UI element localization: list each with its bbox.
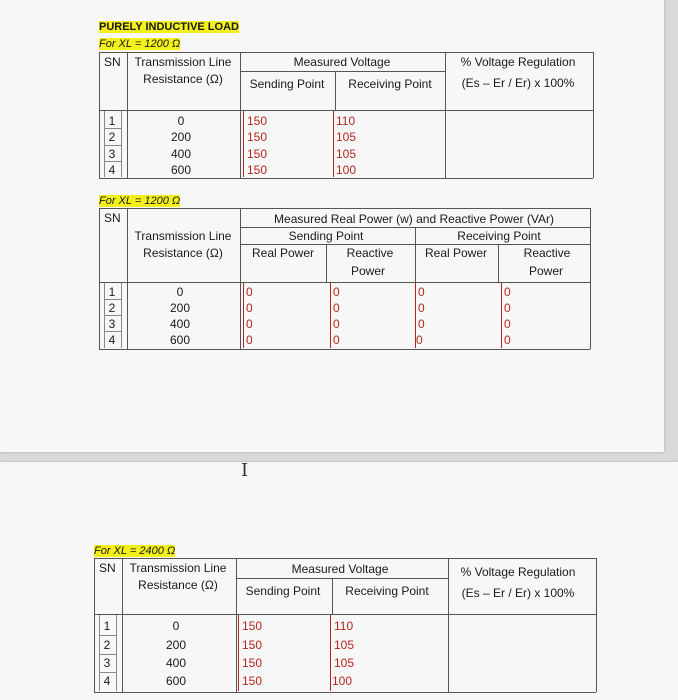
table-row-receiving-real: 0 — [418, 301, 425, 315]
table-row-resistance: 0 — [176, 285, 184, 299]
table-row-receiving: 105 — [336, 130, 357, 144]
receiving-point-header: Receiving Point — [345, 584, 429, 598]
table-3-condition: For XL = 2400 Ω — [94, 545, 176, 557]
table-row-sending: 150 — [242, 619, 263, 633]
sending-reactive-header-line1: Reactive — [346, 246, 394, 260]
table-row-receiving: 105 — [336, 147, 357, 161]
table-row-sending-real: 0 — [246, 285, 253, 299]
table-row-receiving-reactive: 0 — [504, 285, 511, 299]
table-row-receiving: 105 — [334, 656, 355, 670]
table-row-sn: 1 — [103, 619, 111, 633]
sending-point-header: Sending Point — [249, 77, 325, 91]
table-row-sending: 150 — [247, 130, 268, 144]
table-row-resistance: 600 — [165, 674, 187, 688]
table-row-resistance: 400 — [169, 317, 191, 331]
resistance-header-line2: Resistance (Ω) — [143, 246, 223, 260]
table-row-receiving: 110 — [336, 114, 356, 128]
table-row-sending: 150 — [247, 147, 268, 161]
regulation-header-line1: % Voltage Regulation — [460, 55, 576, 69]
table-row-receiving-reactive: 0 — [504, 333, 511, 347]
receiving-real-power-header: Real Power — [424, 246, 488, 260]
sn-header: SN — [99, 561, 116, 575]
table-row-sending: 150 — [242, 638, 263, 652]
measured-voltage-header: Measured Voltage — [293, 55, 391, 69]
regulation-header-line1: % Voltage Regulation — [460, 565, 576, 579]
section-heading: PURELY INDUCTIVE LOAD — [99, 21, 239, 33]
table-row-sn: 4 — [108, 333, 116, 347]
receiving-reactive-header-line2: Power — [528, 264, 564, 278]
measured-power-header: Measured Real Power (w) and Reactive Power (VAr) — [274, 212, 554, 226]
resistance-header-line2: Resistance (Ω) — [143, 72, 223, 86]
table-row-sn: 3 — [108, 147, 116, 161]
table-row-receiving-real: 0 — [418, 285, 425, 299]
table-row-receiving: 100 — [332, 674, 353, 688]
table-row-resistance: 400 — [170, 147, 192, 161]
resistance-header-line2: Resistance (Ω) — [138, 578, 218, 592]
table-row-sn: 4 — [108, 163, 116, 177]
table-row-receiving: 110 — [334, 619, 354, 633]
resistance-header-line1: Transmission Line — [129, 561, 227, 575]
table-row-resistance: 200 — [169, 301, 191, 315]
table-row-sending: 150 — [242, 656, 263, 670]
regulation-header-line2: (Es – Er / Er) x 100% — [461, 76, 575, 90]
table-row-sn: 1 — [108, 285, 116, 299]
table-row-sending-reactive: 0 — [333, 301, 340, 315]
table-row-sending-real: 0 — [246, 333, 253, 347]
table-row-sending-reactive: 0 — [333, 285, 340, 299]
sending-point-header: Sending Point — [245, 584, 321, 598]
sending-reactive-header-line2: Power — [350, 264, 386, 278]
sn-header: SN — [104, 55, 121, 69]
document-page-2 — [0, 462, 678, 700]
sn-header: SN — [104, 211, 121, 225]
receiving-point-header: Receiving Point — [348, 77, 432, 91]
table-row-resistance: 600 — [170, 163, 192, 177]
receiving-point-header: Receiving Point — [457, 229, 541, 243]
table-row-receiving-reactive: 0 — [504, 317, 511, 331]
table-row-sending-real: 0 — [246, 317, 253, 331]
table-row-resistance: 0 — [177, 114, 185, 128]
table-1-condition: For XL = 1200 Ω — [99, 38, 181, 50]
table-row-resistance: 0 — [172, 619, 180, 633]
table-row-sending-real: 0 — [246, 301, 253, 315]
resistance-header-line1: Transmission Line — [134, 55, 232, 69]
table-row-receiving: 100 — [336, 163, 357, 177]
resistance-header-line1: Transmission Line — [134, 229, 232, 243]
table-row-receiving-real: 0 — [416, 333, 423, 347]
table-row-resistance: 200 — [165, 638, 187, 652]
table-row-sending: 150 — [247, 114, 268, 128]
table-row-resistance: 200 — [170, 130, 192, 144]
table-row-receiving-reactive: 0 — [504, 301, 511, 315]
table-row-receiving-real: 0 — [418, 317, 425, 331]
measured-voltage-header: Measured Voltage — [291, 562, 389, 576]
sending-point-header: Sending Point — [288, 229, 364, 243]
text-cursor-icon: I — [241, 460, 249, 481]
table-row-resistance: 400 — [165, 656, 187, 670]
table-row-sn: 1 — [108, 114, 116, 128]
regulation-header-line2: (Es – Er / Er) x 100% — [461, 586, 575, 600]
table-row-sn: 2 — [103, 638, 111, 652]
table-row-sn: 3 — [108, 317, 116, 331]
table-row-sn: 2 — [108, 301, 116, 315]
sending-real-power-header: Real Power — [251, 246, 315, 260]
table-row-sending-reactive: 0 — [333, 333, 340, 347]
table-row-resistance: 600 — [169, 333, 191, 347]
receiving-reactive-header-line1: Reactive — [523, 246, 571, 260]
table-row-sending: 150 — [242, 674, 263, 688]
table-row-sending: 150 — [247, 163, 268, 177]
table-row-sn: 4 — [103, 674, 111, 688]
table-row-receiving: 105 — [334, 638, 355, 652]
table-row-sn: 2 — [108, 130, 116, 144]
table-row-sending-reactive: 0 — [333, 317, 340, 331]
table-row-sn: 3 — [103, 656, 111, 670]
table-2-condition: For XL = 1200 Ω — [99, 195, 181, 207]
